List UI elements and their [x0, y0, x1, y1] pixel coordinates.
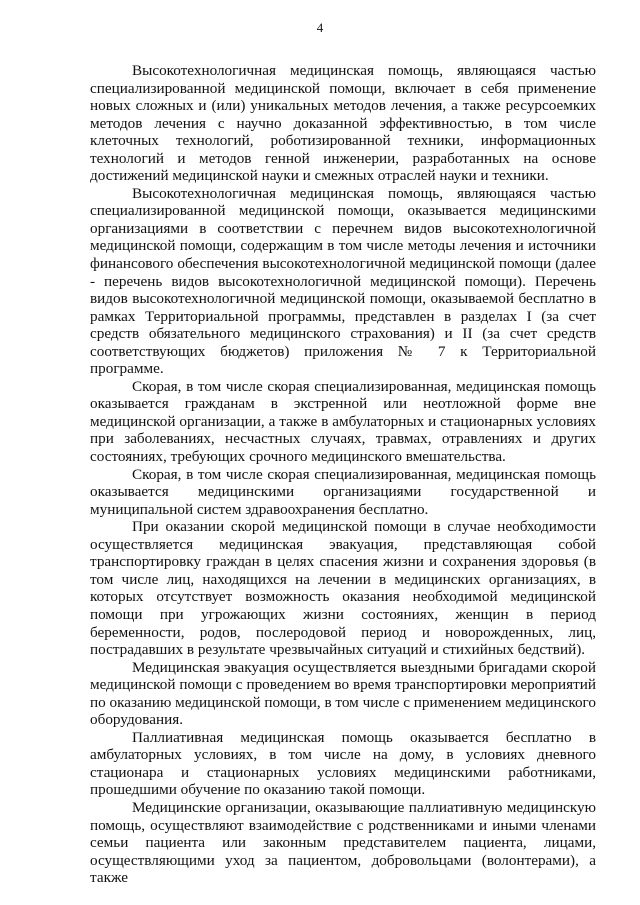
paragraph-emergency-providers: Скорая, в том числе скорая специализированная, медицинская помощь оказывается медицинскими организациями государственной и муниципальной систем здравоохранения бесплатно. — [90, 465, 596, 518]
page-number: 4 — [316, 20, 324, 35]
paragraph-evacuation-teams: Медицинская эвакуация осуществляется выездными бригадами скорой медицинской помощи с проведением во время транспортировки мероприятий по оказанию медицинской помощи, в том числе с применением медицинского оборудования. — [90, 658, 596, 729]
paragraph-hitech-provision: Высокотехнологичная медицинская помощь, являющаяся частью специализированной медицинской помощи, оказывается медицинскими организациями в соответствии с перечнем видов высокотехнологичной медицинской помощи, содержащим в том числе методы лечения и источники финансового обеспечения высокотехнологичной медицинской помощи (далее - перечень видов высокотехнологичной медицинской помощи). Перечень видов высокотехнологичной медицинской помощи, оказываемой бесплатно в рамках Территориальной программы, представлен в разделах I (за счет средств обязательного медицинского страхования) и II (за счет средств соответствующих бюджетов) приложения № 7 к Территориальной программе. — [90, 184, 596, 378]
paragraph-medical-evacuation: При оказании скорой медицинской помощи в случае необходимости осуществляется медицинская эвакуация, представляющая собой транспортировку граждан в целях спасения жизни и сохранения здоровья (в том числе лиц, находящихся на лечении в медицинских организациях, в которых отсутствует возможность оказания необходимой медицинской помощи при угрожающих жизни состояниях, женщин в период беременности, родов, послеродовой период и новорожденных, лиц, пострадавших в результате чрезвычайных ситуаций и стихийных бедствий). — [90, 518, 596, 659]
paragraph-palliative-care: Паллиативная медицинская помощь оказывается бесплатно в амбулаторных условиях, в том числе на дому, в условиях дневного стационара и стационарных условиях медицинскими работниками, прошедшими обучение по оказанию такой помощи. — [90, 728, 596, 799]
paragraph-emergency-care: Скорая, в том числе скорая специализированная, медицинская помощь оказывается гражданам в экстренной или неотложной форме вне медицинской организации, а также в амбулаторных и стационарных условиях при заболеваниях, несчастных случаях, травмах, отравлениях и других состояниях, требующих срочного медицинского вмешательства. — [90, 377, 596, 466]
document-body — [90, 62, 596, 887]
paragraph-hitech-definition: Высокотехнологичная медицинская помощь, являющаяся частью специализированной медицинской помощи, включает в себя применение новых сложных и (или) уникальных методов лечения, а также ресурсоемких методов лечения с научно доказанной эффективностью, в том числе клеточных технологий, роботизированной техники, информационных технологий и методов генной инженерии, разработанных на основе достижений медицинской науки и смежных отраслей науки и техники. — [90, 62, 596, 185]
paragraph-palliative-cooperation: Медицинские организации, оказывающие паллиативную медицинскую помощь, осуществляют взаимодействие с родственниками и иными членами семьи пациента или законным представителем пациента, лицами, осуществляющими уход за пациентом, добровольцами (волонтерами), а также — [90, 798, 596, 887]
